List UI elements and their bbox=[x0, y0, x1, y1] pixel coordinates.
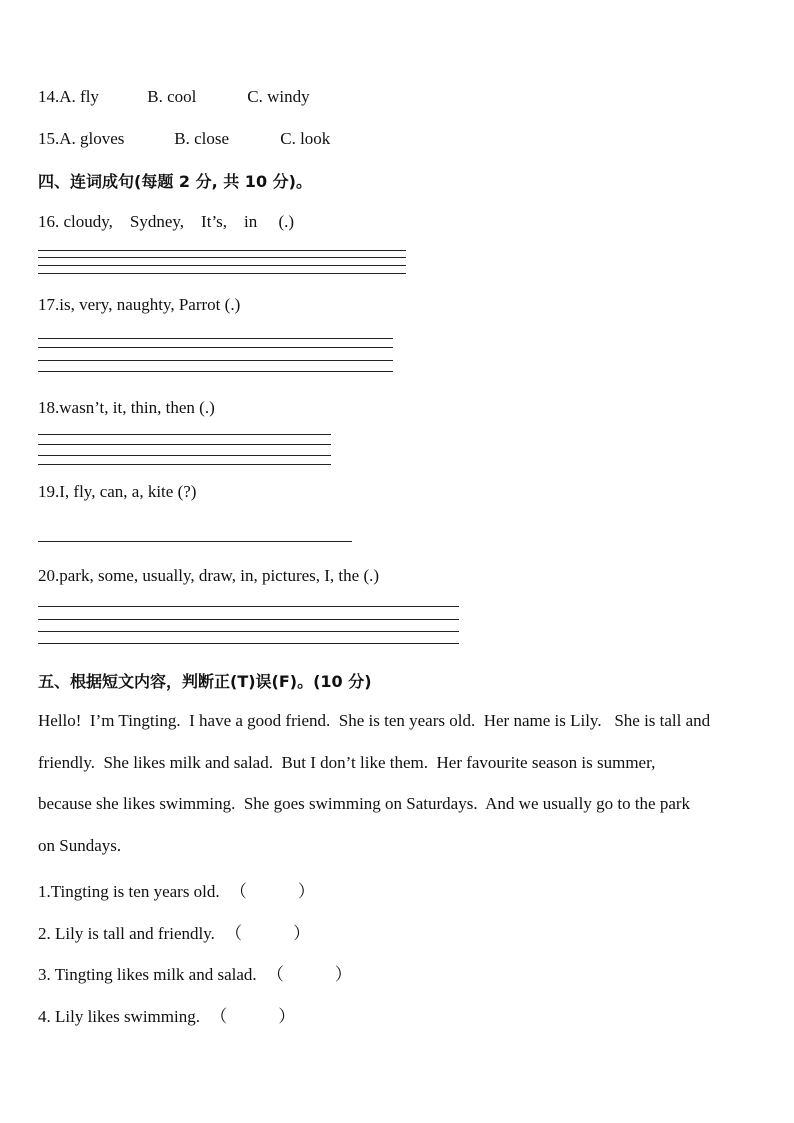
answer-line[interactable] bbox=[38, 273, 406, 274]
section-4-title: 四、连词成句(每题 2 分, 共 10 分)。 bbox=[38, 172, 312, 191]
judge-item bbox=[38, 1002, 295, 1027]
answer-line[interactable] bbox=[38, 434, 331, 435]
passage-line: friendly. She likes milk and salad. But I don’t like them. Her favourite season is summer, bbox=[38, 753, 656, 772]
option-b: B. cool bbox=[147, 87, 197, 106]
question-17: 17.is, very, naughty, Parrot (.) bbox=[38, 295, 241, 314]
question-15 bbox=[38, 129, 330, 149]
section-5-title: 五、根据短文内容，判断正(T)误(F)。(10 分) bbox=[38, 672, 372, 691]
answer-line[interactable] bbox=[38, 455, 331, 456]
answer-line[interactable] bbox=[38, 347, 393, 348]
answer-line[interactable] bbox=[38, 250, 406, 251]
judge-statement: 1.Tingting is ten years old. bbox=[38, 882, 220, 901]
question-19: 19.I, fly, can, a, kite (?) bbox=[38, 482, 197, 501]
answer-line[interactable] bbox=[38, 265, 406, 266]
answer-parentheses[interactable]: （ ） bbox=[225, 924, 311, 943]
passage-line: on Sundays. bbox=[38, 836, 122, 855]
judge-item bbox=[38, 919, 310, 944]
judge-statement: 3. Tingting likes milk and salad. bbox=[38, 965, 257, 984]
passage-line: because she likes swimming. She goes swimming on Saturdays. And we usually go to the park bbox=[38, 794, 691, 813]
answer-line[interactable] bbox=[38, 360, 393, 361]
option-a: A. gloves bbox=[59, 129, 125, 148]
answer-line[interactable] bbox=[38, 338, 393, 339]
judge-statement: 4. Lily likes swimming. bbox=[38, 1007, 200, 1026]
answer-line[interactable] bbox=[38, 257, 406, 258]
answer-line[interactable] bbox=[38, 606, 459, 607]
answer-line[interactable] bbox=[38, 371, 393, 372]
answer-line[interactable] bbox=[38, 541, 352, 542]
question-number: 15. bbox=[38, 129, 60, 148]
answer-line[interactable] bbox=[38, 631, 459, 632]
passage-line: Hello! I’m Tingting. I have a good friend. She is ten years old. Her name is Lily. She is tall and bbox=[38, 711, 711, 730]
judge-statement: 2. Lily is tall and friendly. bbox=[38, 924, 215, 943]
answer-parentheses[interactable]: （ ） bbox=[266, 965, 352, 984]
question-14 bbox=[38, 87, 310, 107]
judge-item bbox=[38, 960, 352, 985]
answer-line[interactable] bbox=[38, 619, 459, 620]
answer-parentheses[interactable]: （ ） bbox=[210, 1007, 296, 1026]
option-c: C. windy bbox=[247, 87, 310, 106]
option-c: C. look bbox=[280, 129, 331, 148]
question-20: 20.park, some, usually, draw, in, pictures, I, the (.) bbox=[38, 566, 380, 585]
judge-item bbox=[38, 877, 315, 902]
answer-parentheses[interactable]: （ ） bbox=[229, 882, 315, 901]
question-number: 14. bbox=[38, 87, 60, 106]
answer-line[interactable] bbox=[38, 444, 331, 445]
question-16: 16. cloudy, Sydney, It’s, in (.) bbox=[38, 212, 295, 231]
option-a: A. fly bbox=[59, 87, 99, 106]
question-18: 18.wasn’t, it, thin, then (.) bbox=[38, 398, 215, 417]
answer-line[interactable] bbox=[38, 464, 331, 465]
option-b: B. close bbox=[174, 129, 230, 148]
answer-line[interactable] bbox=[38, 643, 459, 644]
